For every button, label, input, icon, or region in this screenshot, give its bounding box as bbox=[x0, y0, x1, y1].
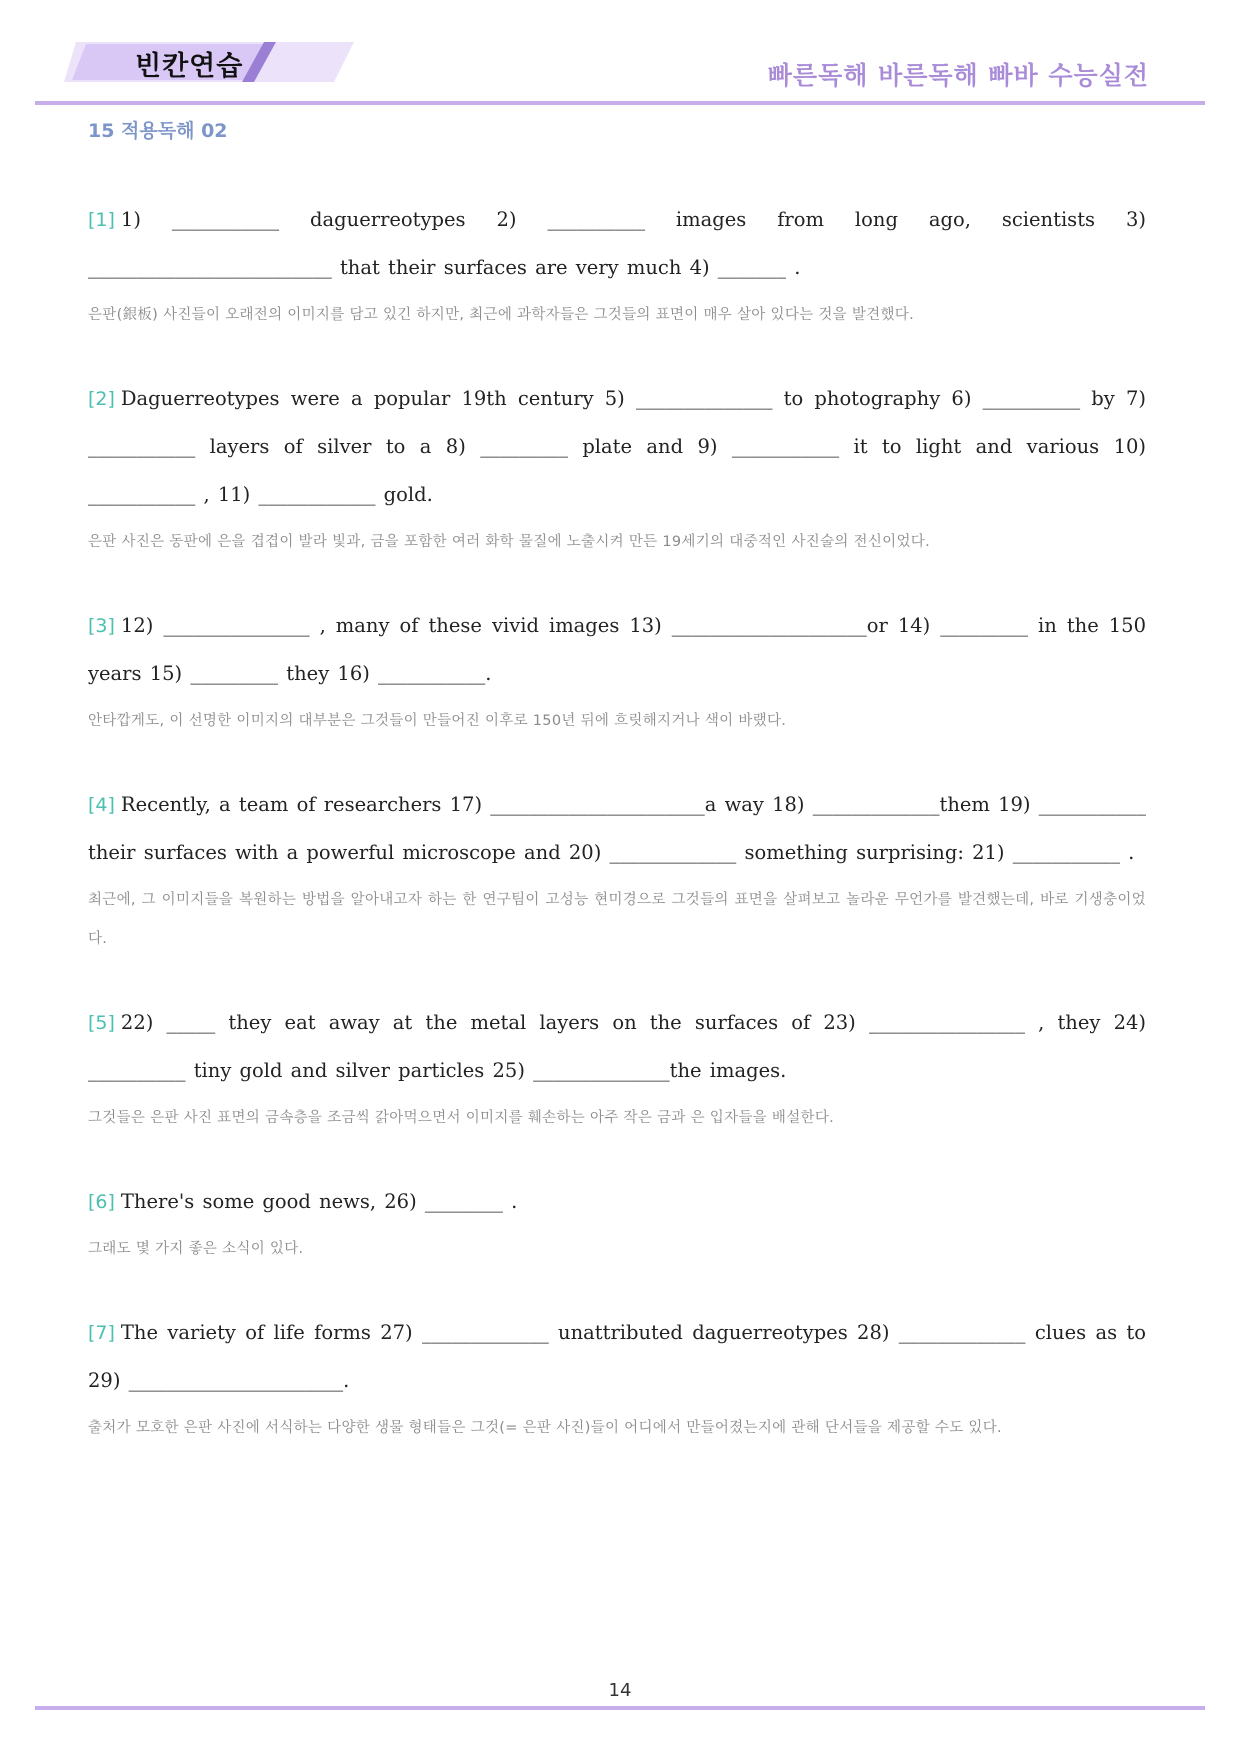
book-title: 빠른독해 바른독해 빠바 수능실전 bbox=[767, 61, 1149, 90]
paragraph-translation: 최근에, 그 이미지들을 복원하는 방법을 알아내고자 하는 한 연구팀이 고성능 현미경으로 그것들의 표면을 살펴보고 놀라운 무언가를 발견했는데, 바로 기생충이었다. bbox=[88, 892, 1146, 947]
paragraph-7 bbox=[88, 1309, 1146, 1448]
paragraph-4 bbox=[88, 781, 1146, 959]
section-label: 15 적용독해 02 bbox=[88, 120, 228, 142]
footer-divider bbox=[35, 1706, 1205, 1710]
paragraph-marker: [1] bbox=[88, 209, 115, 231]
paragraph-6 bbox=[88, 1178, 1146, 1269]
paragraph-text bbox=[88, 999, 1146, 1095]
paragraph-2 bbox=[88, 375, 1146, 562]
paragraph-english: 22) _____ they eat away at the metal layers on the surfaces of 23) ________________ , they 24) __________ tiny gold and silver particles 25) ______________the images. bbox=[88, 1011, 1146, 1082]
paragraph-text bbox=[88, 781, 1146, 877]
paragraph-marker: [4] bbox=[88, 794, 115, 816]
paragraph-marker: [6] bbox=[88, 1191, 115, 1213]
paragraph-translation: 그래도 몇 가지 좋은 소식이 있다. bbox=[88, 1241, 304, 1257]
page-number: 14 bbox=[608, 1680, 632, 1701]
paragraph-marker: [5] bbox=[88, 1012, 115, 1034]
paragraph-english: 1) ___________ daguerreotypes 2) __________ images from long ago, scientists 3) _________________________ that their surfaces are very much 4) _______ . bbox=[88, 208, 1146, 279]
paragraph-english: Daguerreotypes were a popular 19th century 5) ______________ to photography 6) __________ by 7) ___________ layers of silver to a 8) _________ plate and 9) ___________ it to light and various 10) ___________ , 11) ____________ gold. bbox=[88, 387, 1146, 506]
header-divider bbox=[35, 101, 1205, 105]
paragraph-english: Recently, a team of researchers 17) ______________________a way 18) _____________them 19) ___________ their surfaces with a powerful microscope and 20) _____________ something surprising: 21) ___________ . bbox=[88, 793, 1146, 864]
paragraph-translation: 은판 사진은 동판에 은을 겹겹이 발라 빛과, 금을 포함한 여러 화학 물질에 노출시켜 만든 19세기의 대중적인 사진술의 전신이었다. bbox=[88, 534, 930, 550]
paragraph-5 bbox=[88, 999, 1146, 1138]
paragraph-3 bbox=[88, 602, 1146, 741]
paragraph-translation: 은판(銀板) 사진들이 오래전의 이미지를 담고 있긴 하지만, 최근에 과학자들은 그것들의 표면이 매우 살아 있다는 것을 발견했다. bbox=[88, 307, 915, 323]
paragraph-marker: [3] bbox=[88, 615, 115, 637]
paragraph-marker: [7] bbox=[88, 1322, 115, 1344]
paragraph-1 bbox=[88, 196, 1146, 335]
paragraph-english: 12) _______________ , many of these vivid images 13) ____________________or 14) _________ in the 150 years 15) _________ they 16) ___________. bbox=[88, 614, 1146, 685]
paragraph-text bbox=[88, 375, 1146, 519]
paragraph-translation: 안타깝게도, 이 선명한 이미지의 대부분은 그것들이 만들어진 이후로 150년 뒤에 흐릿해지거나 색이 바랬다. bbox=[88, 713, 787, 729]
exercise-content bbox=[88, 196, 1146, 1488]
paragraph-text bbox=[88, 602, 1146, 698]
paragraph-text bbox=[88, 196, 1146, 292]
paragraph-english: The variety of life forms 27) _____________ unattributed daguerreotypes 28) _____________ clues as to 29) ______________________. bbox=[88, 1321, 1146, 1392]
paragraph-translation: 그것들은 은판 사진 표면의 금속층을 조금씩 갉아먹으면서 이미지를 훼손하는 아주 작은 금과 은 입자들을 배설한다. bbox=[88, 1110, 835, 1126]
paragraph-text bbox=[88, 1309, 1146, 1405]
paragraph-english: There's some good news, 26) ________ . bbox=[120, 1190, 518, 1213]
badge-label: 빈칸연습 bbox=[135, 51, 244, 82]
paragraph-marker: [2] bbox=[88, 388, 115, 410]
page-header bbox=[0, 0, 1240, 110]
paragraph-translation: 출처가 모호한 은판 사진에 서식하는 다양한 생물 형태들은 그것(= 은판 사진)들이 어디에서 만들어졌는지에 관해 단서들을 제공할 수도 있다. bbox=[88, 1420, 1002, 1436]
paragraph-text bbox=[88, 1178, 1146, 1226]
